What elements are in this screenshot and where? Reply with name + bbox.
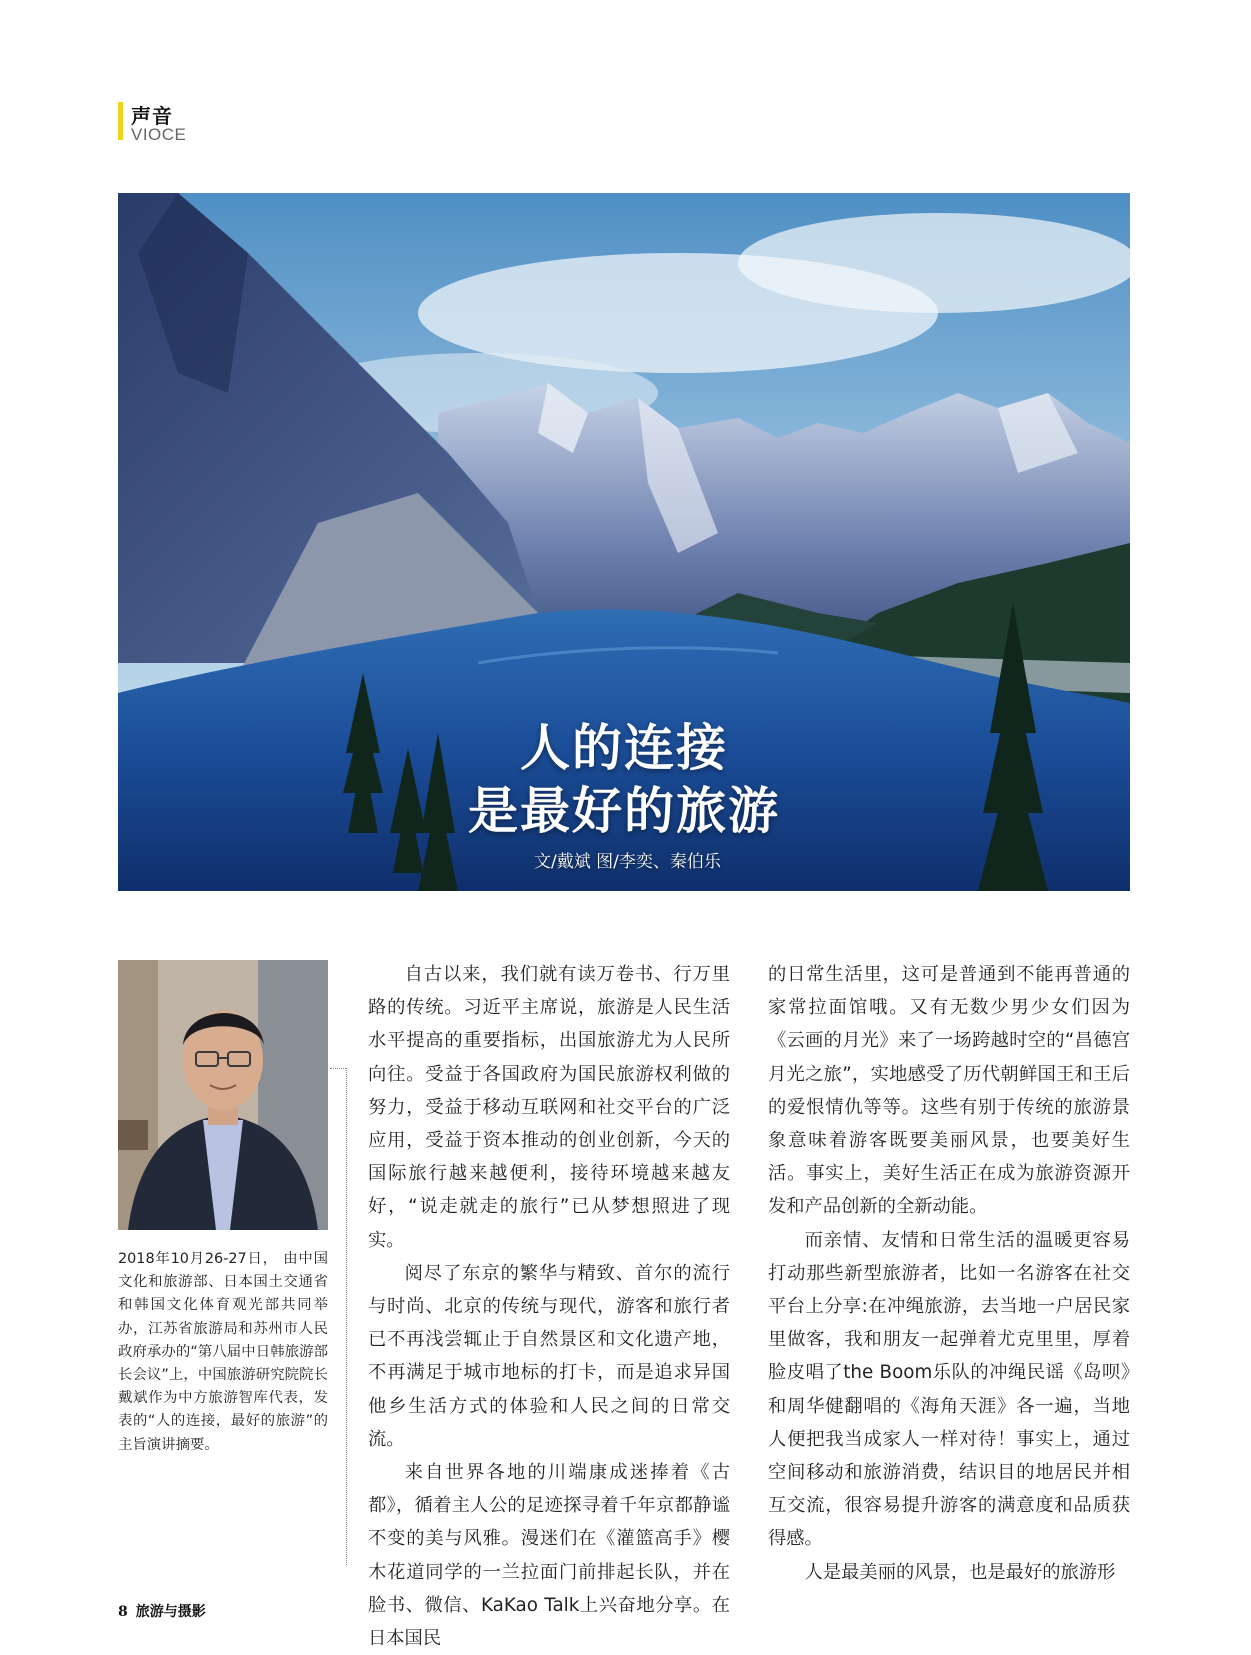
paragraph: 来自世界各地的川端康成迷捧着《古都》，循着主人公的足迹探寻着千年京都静谧不变的美与风雅。漫迷们在《灌篮高手》樱木花道同学的一兰拉面门前排起长队，并在脸书、微信、KaKao Talk上兴奋地分享。在日本国民 (368, 1462, 730, 1650)
page-footer (118, 1601, 206, 1621)
section-title-cn: 声音 (131, 104, 173, 128)
paragraph: 人是最美丽的风景，也是最好的旅游形 (804, 1561, 1116, 1583)
page-number: 8 (118, 1604, 128, 1620)
author-portrait (118, 960, 328, 1230)
section-accent-bar (118, 102, 123, 140)
section-title-en: VIOCE (131, 125, 187, 144)
paragraph: 而亲情、友情和日常生活的温暖更容易打动那些新型旅游者，比如一名游客在社交平台上分享:在冲绳旅游，去当地一户居民家里做客，我和朋友一起弹着尤克里里，厚着脸皮唱了the Boom乐队的冲绳民谣《岛呗》和周华健翻唱的《海角天涯》各一遍，当地人便把我当成家人一样对待！事实上，通过空间移动和旅游消费，结识目的地居民并相互交流，很容易提升游客的满意度和品质获得感。 (768, 1229, 1130, 1550)
paragraph: 的日常生活里，这可是普通到不能再普通的家常拉面馆哦。又有无数少男少女们因为《云画的月光》来了一场跨越时空的“昌德宫月光之旅”，实地感受了历代朝鲜国王和王后的爱恨情仇等等。这些有别于传统的旅游景象意味着游客既要美丽风景，也要美好生活。事实上，美好生活正在成为旅游资源开发和产品创新的全新动能。 (768, 964, 1130, 1218)
article-column-1 (368, 958, 730, 1655)
dotted-divider (346, 1068, 347, 1565)
photo-caption: 2018年10月26-27日， 由中国文化和旅游部、日本国土交通省和韩国文化体育观光部共同举办，江苏省旅游局和苏州市人民政府承办的“第八届中日韩旅游部长会议”上，中国旅游研究院院长戴斌作为中方旅游智库代表，发表的“人的连接，最好的旅游”的主旨演讲摘要。 (118, 1251, 328, 1453)
hero-credit: 文/戴斌 图/李奕、秦伯乐 (534, 852, 721, 872)
hero-title-line1: 人的连接 (520, 718, 728, 777)
dotted-divider-tick (330, 1068, 346, 1069)
hero-photo (118, 193, 1130, 891)
article-column-2 (768, 958, 1130, 1589)
paragraph: 自古以来，我们就有读万卷书、行万里路的传统。习近平主席说，旅游是人民生活水平提高的重要指标，出国旅游尤为人民所向往。受益于各国政府为国民旅游权利做的努力，受益于移动互联网和社交平台的广泛应用，受益于资本推动的创业创新，今天的国际旅行越来越便利，接待环境越来越友好，“说走就走的旅行”已从梦想照进了现实。 (368, 964, 730, 1251)
magazine-name: 旅游与摄影 (135, 1604, 206, 1620)
hero-title-line2: 是最好的旅游 (468, 781, 780, 840)
paragraph: 阅尽了东京的繁华与精致、首尔的流行与时尚、北京的传统与现代，游客和旅行者已不再浅尝辄止于自然景区和文化遗产地，不再满足于城市地标的打卡，而是追求异国他乡生活方式的体验和人民之间的日常交流。 (368, 1262, 730, 1450)
